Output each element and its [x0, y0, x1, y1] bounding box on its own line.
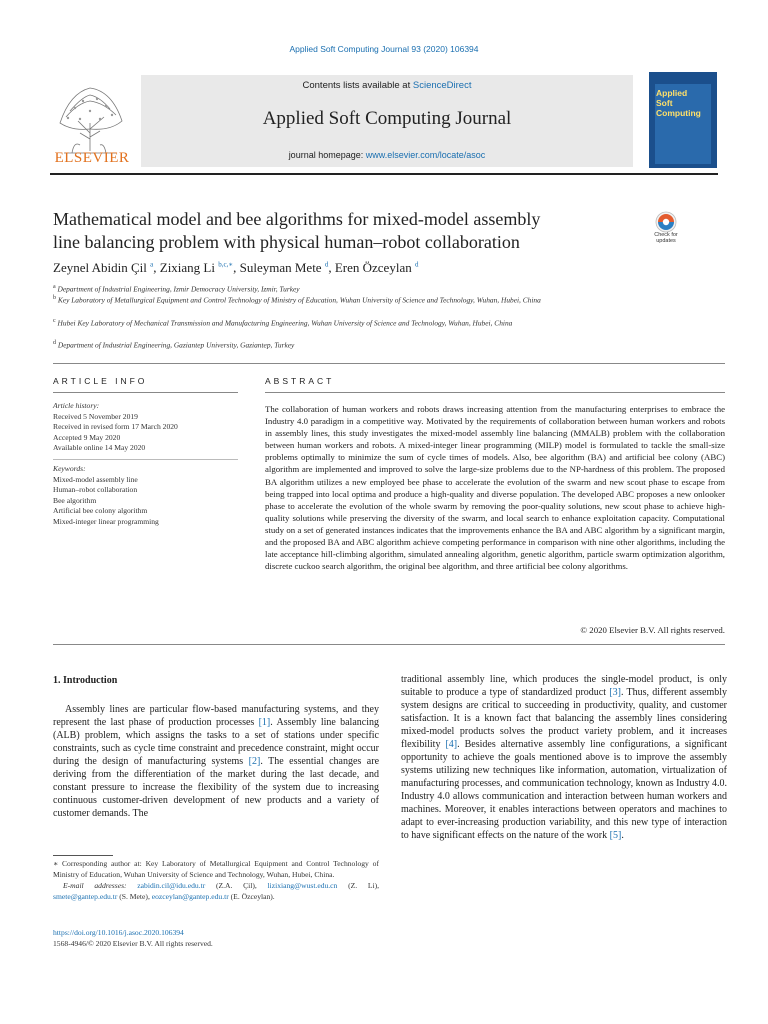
affiliation	[53, 293, 613, 306]
abstract-bottom-divider	[53, 644, 725, 645]
intro-text: . Thus, different assembly system designs are critical to succeeding in productivity, quality, and customer satisfaction. It is a known fact that balancing the assembly lines considering mixed-model products solves the product variety problem, and it increases flexibility	[401, 687, 728, 750]
keyword-item: Artificial bee colony algorithm	[53, 506, 148, 515]
affiliation-mark: c	[53, 318, 56, 324]
journal-cover-title	[656, 88, 712, 118]
keyword-item: Mixed-model assembly line	[53, 474, 138, 484]
article-history	[53, 401, 238, 454]
check-for-updates-label[interactable]: Check for updates	[654, 232, 678, 244]
intro-text: . Besides alternative assembly line configurations, a significant opportunity to achieve the goals mentioned above is to improve the assembly systems utilizing new techniques like information, automation, virtualization of manufacturing processes, and communication technology, known as Industry 4.0. Industry 4.0 allows communication and interaction between human workers and machines. Moreover, it enables interactions between operators and machines to adapt to ever-increasing production variability, and this new type of interaction to have significant effects on the nature of the work	[401, 739, 727, 841]
email-link[interactable]: zabidin.cil@idu.edu.tr	[137, 881, 206, 890]
keyword-item: Human–robot collaboration	[53, 485, 138, 494]
email-link[interactable]: smete@gantep.edu.tr	[53, 892, 118, 901]
author-affiliation-mark[interactable]: d	[324, 260, 329, 269]
affiliation-text: Hubei Key Laboratory of Mechanical Transmission and Manufacturing Engineering, Wuhan University of Science and Technology, Wuhan, Hubei, China	[57, 318, 513, 328]
homepage-link[interactable]: www.elsevier.com/locate/asoc	[365, 150, 486, 160]
history-item: Accepted 9 May 2020	[53, 432, 121, 442]
cover-line-1: Applied	[656, 88, 688, 98]
article-title	[53, 208, 633, 254]
email-label: E-mail addresses:	[63, 881, 127, 890]
intro-text: . The essential changes are deriving from the differentiation of the market during the last decade, and constant pressure to increase the flexibility of the system due to increasing continuous customer-driven development of new products and a variety of customer demands. The	[53, 756, 380, 819]
journal-homepage	[141, 150, 633, 160]
abstract-divider	[265, 392, 725, 393]
author-name[interactable]: Zeynel Abidin Çil	[53, 260, 147, 275]
history-label: Article history:	[53, 401, 100, 410]
journal-title: Applied Soft Computing Journal	[262, 108, 512, 129]
email-addresses	[53, 880, 379, 902]
title-line-2: line balancing problem with physical human–robot collaboration	[53, 232, 520, 252]
header-divider	[50, 173, 718, 175]
history-item: Received in revised form 17 March 2020	[53, 422, 178, 431]
affiliation-text: Key Laboratory of Metallurgical Equipment and Control Technology of Ministry of Education, Wuhan University of Science and Technology, Wuhan, Hubei, China	[57, 295, 541, 305]
author-affiliation-mark[interactable]: a	[150, 260, 154, 269]
affiliation-text: Department of Industrial Engineering, Gaziantep University, Gaziantep, Turkey	[57, 340, 295, 350]
cover-line-2: Soft	[656, 98, 673, 108]
email-owner: (E. Özceylan).	[228, 892, 275, 901]
doi-link[interactable]: https://doi.org/10.1016/j.asoc.2020.106394	[53, 928, 184, 937]
author-name[interactable]: Zixiang Li	[159, 260, 215, 275]
affiliation-mark: b	[53, 295, 56, 301]
abstract-heading: ABSTRACT	[265, 376, 335, 386]
article-info-heading: ARTICLE INFO	[53, 376, 148, 386]
citation-link[interactable]: [1]	[258, 717, 271, 728]
journal-reference[interactable]: Applied Soft Computing Journal 93 (2020) 106394	[289, 44, 479, 54]
section-divider	[53, 363, 725, 364]
cover-line-3: Computing	[656, 108, 701, 118]
author-list: Zeynel Abidin Çil $^a$, Zixiang Li $^{b,c,∗}$, Suleyman Mete $^d$, Eren Özceylan $^d$	[53, 260, 419, 275]
author-affiliation-mark[interactable]: d	[414, 260, 419, 269]
email-link[interactable]: eozceylan@gantep.edu.tr	[151, 892, 229, 901]
author-name[interactable]: Eren Özceylan	[334, 260, 412, 275]
email-owner: (S. Mete),	[117, 892, 152, 901]
doi-block	[53, 927, 379, 949]
keyword-item: Bee algorithm	[53, 495, 97, 505]
affiliation-mark: d	[53, 340, 56, 346]
affiliation-mark: a	[53, 284, 56, 290]
intro-text: . Assembly line balancing (ALB) problem, which assigns the tasks to a set of stations under specific constraints, such as cycle time constraint and precedence constraint, might occur during the design of manufacturing systems	[53, 717, 379, 767]
keywords-label: Keywords:	[53, 464, 86, 473]
citation-link[interactable]: [4]	[445, 739, 458, 750]
author-affiliation-mark[interactable]: b,c,∗	[218, 260, 234, 269]
email-link[interactable]: lizixiang@wust.edu.cn	[267, 881, 338, 890]
footnote-divider	[53, 855, 113, 856]
affiliation	[53, 338, 613, 351]
homepage-prefix: journal homepage:	[288, 150, 366, 160]
contents-prefix: Contents lists available at	[302, 80, 413, 91]
intro-right-column	[401, 673, 727, 842]
corresponding-author-footnote	[53, 858, 379, 902]
author-name[interactable]: Suleyman Mete	[239, 260, 322, 275]
abstract-copyright: © 2020 Elsevier B.V. All rights reserved.	[580, 625, 725, 635]
affiliation-text: Department of Industrial Engineering, Izmir Democracy University, Izmir, Turkey	[57, 284, 300, 294]
history-item: Received 5 November 2019	[53, 411, 138, 421]
section-heading-introduction: 1. Introduction	[53, 675, 118, 686]
keywords	[53, 464, 238, 527]
email-owner: (Z.A. Çil),	[205, 881, 268, 890]
intro-left-column	[53, 703, 379, 820]
affiliation	[53, 316, 613, 329]
issn-copyright: 1568-4946/© 2020 Elsevier B.V. All rights reserved.	[53, 939, 213, 948]
abstract-body: The collaboration of human workers and robots draws increasing attention from the manufacturing enterprises to embrace the Industry 4.0 paradigm in a competitive way. Motivated by the requirements of collaboration between human workers and robots in assembly lines, this study investigates the mixed-model assembly line balancing (MMALB) problem with the collaboration between human workers and robots. A mixed-integer linear programming (MILP) model is formulated to tackle the small-size problems optimally to minimize the sum of cycle times of models. Also, bee algorithm (BA) and artificial bee colony (ABC) algorithm are implemented and improved to solve the large-size problems due to the NP-hardness of this problem. The proposed BA algorithm utilizes a new employed bee phase to accelerate the evolution of the swarm and new scout phase to escape from being trapped into local optima and produce a high-quality and diverse population. The developed ABC proposes a new onlooker phase to accelerate the evolution of the whole swarm by removing the poor-quality solutions, new scout phase to achieve high-quality solutions while preserving the diversity of the swarm, and local search to enhance exploitation capacity. Computational study on a set of generated instances indicates that the improvements enhance the BA and ABC algorithm by a significant margin, and the proposed BA and ABC algorithm achieve competing performance in comparison with nine other algorithms, including the late acceptance hill-climbing algorithm, simulated annealing algorithm, genetic algorithm, particle swarm optimization algorithm, discrete cuckoo search algorithm, the original bee algorithm, and three artificial bee colony algorithms.	[265, 404, 725, 572]
intro-text: .	[621, 830, 624, 841]
keywords-divider	[53, 459, 238, 460]
history-item: Available online 14 May 2020	[53, 443, 146, 452]
citation-link[interactable]: [2]	[248, 756, 261, 767]
footnote-star: ∗	[53, 859, 59, 868]
email-owner: (Z. Li),	[337, 881, 380, 890]
contents-line	[141, 80, 633, 91]
elsevier-wordmark: ELSEVIER	[54, 150, 130, 166]
keyword-item: Mixed-integer linear programming	[53, 516, 159, 526]
corresponding-author-note	[53, 858, 379, 880]
intro-text: traditional assembly line, which produces the single-model product, is only suitable to produce a type of standardized product	[401, 674, 727, 698]
citation-link[interactable]: [5]	[609, 830, 622, 841]
citation-link[interactable]: [3]	[609, 687, 621, 698]
title-line-1: Mathematical model and bee algorithms for mixed-model assembly	[53, 209, 541, 229]
footnote-text: Corresponding author at: Key Laboratory of Metallurgical Equipment and Control Technology of Ministry of Education, Wuhan University of Science and Technology, Wuhan, Hubei, China.	[53, 859, 379, 879]
sciencedirect-link[interactable]: ScienceDirect	[412, 80, 472, 91]
article-info-divider	[53, 392, 238, 393]
intro-text: Assembly lines are particular flow-based manufacturing systems, and they represent the last phase of production processes	[53, 704, 379, 728]
